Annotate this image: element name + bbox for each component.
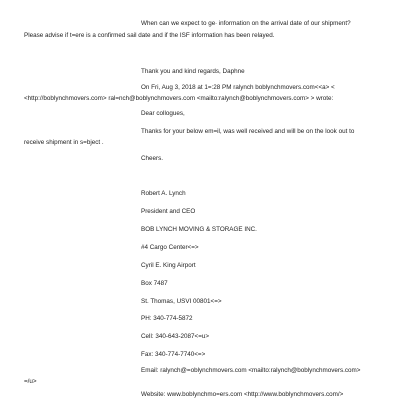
signature-address-2: Cyril E. King Airport: [141, 262, 196, 269]
signature-title: President and CEO: [141, 208, 196, 215]
signature-company: BOB LYNCH MOVING & STORAGE INC.: [141, 226, 257, 233]
body-line-2: receive shipment in s=bject .: [24, 139, 104, 146]
signature-address-3: Box 7487: [141, 280, 168, 287]
quote-header-line-1: On Fri, Aug 3, 2018 at 1=:28 PM ralynch boblynchmovers.com<<a> <: [141, 84, 335, 91]
question-line-2: Please advise if t=ere is a confirmed sail date and if the ISF information has been relayed.: [24, 32, 275, 39]
greeting-line: Dear collogues,: [141, 110, 185, 117]
signature-address-4: St. Thomas, USVI 00801<=>: [141, 298, 222, 305]
signature-fax: Fax: 340-774-7740<=>: [141, 351, 206, 358]
thanks-line: Thank you and kind regards, Daphne: [141, 68, 245, 75]
signature-phone: PH: 340-774-5872: [141, 315, 193, 322]
signature-cell: Cell: 340-643-2087<=u>: [141, 333, 210, 340]
signature-website: Website: www.boblynchmo=ers.com <http://www.boblynchmovers.com/>: [141, 391, 344, 398]
signature-email: Email: ralynch@=oblynchmovers.com <mailto:ralynch@boblynchmovers.com>: [141, 367, 361, 374]
body-line-1: Thanks for your below em=il, was well received and will be on the look out to: [141, 128, 355, 135]
closing-line: Cheers.: [141, 155, 164, 162]
question-line-1: When can we expect to ge∙ information on the arrival date of our shipment?: [141, 20, 351, 27]
signature-email-tail: =/u>: [24, 378, 37, 385]
quote-header-line-2: <http://boblynchmovers.com> ral=nch@boblynchmovers.com <mailto:ralynch@boblynchmovers.com> > wrote:: [24, 95, 334, 102]
signature-address-1: #4 Cargo Center<=>: [141, 244, 199, 251]
signature-name: Robert A. Lynch: [141, 190, 186, 197]
